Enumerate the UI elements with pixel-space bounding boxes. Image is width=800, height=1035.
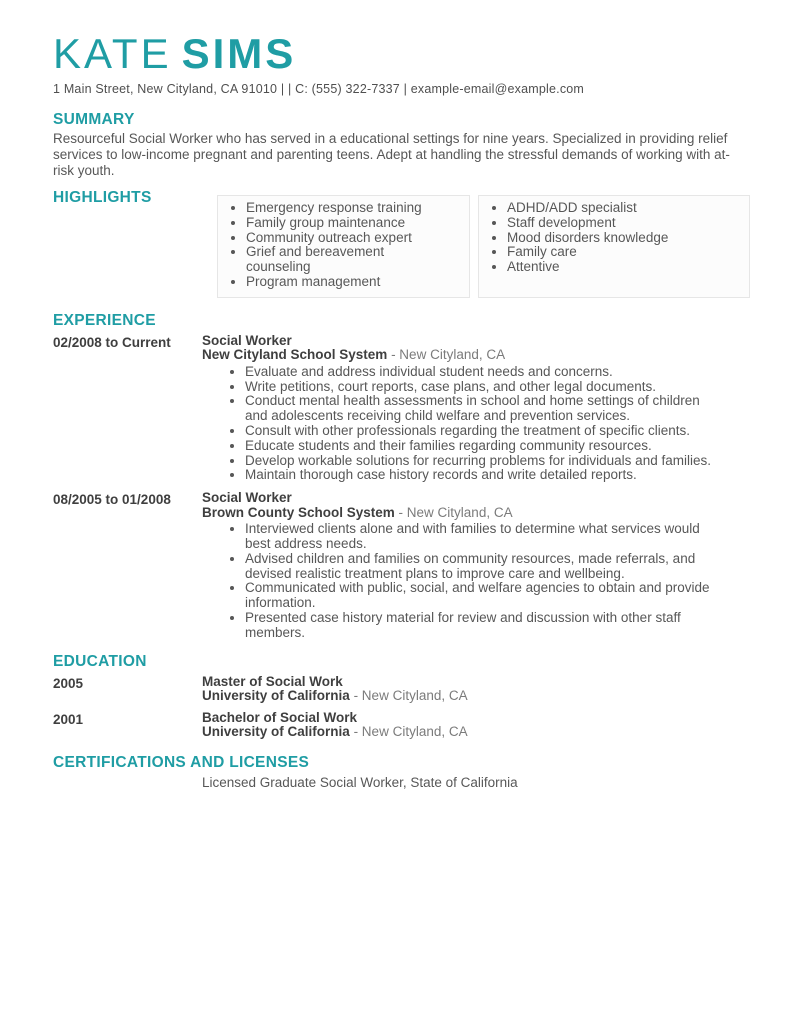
job-bullet: • Write petitions, court reports, case plans, and other legal documents. bbox=[245, 380, 712, 395]
highlight-item: • Family group maintenance bbox=[246, 216, 446, 231]
job-bullet: • Develop workable solutions for recurring problems for individuals and families. bbox=[245, 454, 712, 469]
job-location: - New Cityland, CA bbox=[398, 504, 513, 520]
job-bullet: • Educate students and their families regarding community resources. bbox=[245, 439, 712, 454]
job-dates: 02/2008 to Current bbox=[53, 334, 171, 350]
education-entry bbox=[53, 711, 755, 740]
page-title bbox=[53, 32, 755, 76]
education-entry bbox=[53, 675, 755, 704]
job-bullet: • Advised children and families on community resources, made referrals, and devised realistic treatment plans to improve care and wellbeing. bbox=[245, 552, 712, 582]
highlight-item: • ADHD/ADD specialist bbox=[507, 201, 707, 216]
education-school: University of California bbox=[202, 724, 350, 740]
job-location: - New Cityland, CA bbox=[391, 347, 506, 363]
education-school-line bbox=[202, 725, 712, 740]
job-bullet: • Evaluate and address individual student needs and concerns. bbox=[245, 365, 712, 380]
highlights-heading: HIGHLIGHTS bbox=[53, 189, 152, 206]
experience-job bbox=[53, 334, 755, 483]
job-company-line bbox=[202, 348, 712, 363]
certification-year-spacer bbox=[53, 775, 202, 791]
education-heading: EDUCATION bbox=[53, 652, 147, 670]
certification-text: Licensed Graduate Social Worker, State of California bbox=[202, 774, 518, 790]
highlight-item: • Community outreach expert bbox=[246, 231, 446, 246]
education-year: 2001 bbox=[53, 711, 84, 727]
highlights-column-left bbox=[217, 195, 470, 298]
highlight-item: • Program management bbox=[246, 275, 446, 290]
job-title: Social Worker bbox=[202, 332, 292, 348]
job-bullet: • Communicated with public, social, and welfare agencies to obtain and provide information. bbox=[245, 581, 712, 611]
education-location: - New Cityland, CA bbox=[353, 688, 468, 704]
job-bullet: • Conduct mental health assessments in school and home settings of children and adolescents receiving child welfare and prevention services. bbox=[245, 394, 712, 424]
summary-heading: SUMMARY bbox=[53, 111, 135, 128]
certification-entry bbox=[53, 775, 755, 791]
contact-line: 1 Main Street, New Cityland, CA 91010 | | C: (555) 322-7337 | example-email@example.com bbox=[53, 82, 585, 96]
job-dates: 08/2005 to 01/2008 bbox=[53, 492, 171, 508]
first-name: KATE bbox=[53, 30, 172, 77]
highlights-column-right bbox=[478, 195, 750, 298]
experience-heading: EXPERIENCE bbox=[53, 311, 156, 329]
summary-text: Resourceful Social Worker who has served in a educational settings for nine years. Specialized in providing relief services to low-income pregnant and parenting teens. Adept at handling the stressful demands of working with at-risk youth. bbox=[53, 131, 730, 178]
job-details bbox=[202, 491, 712, 640]
education-year: 2005 bbox=[53, 675, 84, 691]
certifications-heading: CERTIFICATIONS AND LICENSES bbox=[53, 753, 310, 771]
job-title: Social Worker bbox=[202, 490, 292, 506]
experience-job bbox=[53, 491, 755, 640]
job-bullet: • Consult with other professionals regarding the treatment of specific clients. bbox=[245, 424, 712, 439]
highlight-item: • Mood disorders knowledge bbox=[507, 231, 707, 246]
job-company-line bbox=[202, 506, 712, 521]
highlight-item: • Attentive bbox=[507, 260, 707, 275]
job-company: New Cityland School System bbox=[202, 347, 388, 363]
education-degree: Bachelor of Social Work bbox=[202, 709, 358, 725]
education-location: - New Cityland, CA bbox=[353, 724, 468, 740]
education-details bbox=[202, 711, 712, 740]
highlights-columns bbox=[217, 195, 755, 298]
education-degree: Master of Social Work bbox=[202, 673, 343, 689]
job-company: Brown County School System bbox=[202, 504, 395, 520]
highlight-item: • Family care bbox=[507, 245, 707, 260]
highlight-item: • Staff development bbox=[507, 216, 707, 231]
education-school: University of California bbox=[202, 688, 350, 704]
job-bullet-list bbox=[202, 522, 712, 640]
job-details bbox=[202, 334, 712, 483]
job-bullet: • Interviewed clients alone and with families to determine what services would best address needs. bbox=[245, 522, 712, 552]
job-bullet-list bbox=[202, 365, 712, 483]
job-bullet: • Maintain thorough case history records and write detailed reports. bbox=[245, 468, 712, 483]
education-details bbox=[202, 675, 712, 704]
education-school-line bbox=[202, 689, 712, 704]
job-bullet: • Presented case history material for review and discussion with other staff members. bbox=[245, 611, 712, 641]
last-name: SIMS bbox=[181, 30, 297, 77]
highlight-item: • Emergency response training bbox=[246, 201, 446, 216]
highlight-item: • Grief and bereavement counseling bbox=[246, 245, 446, 275]
